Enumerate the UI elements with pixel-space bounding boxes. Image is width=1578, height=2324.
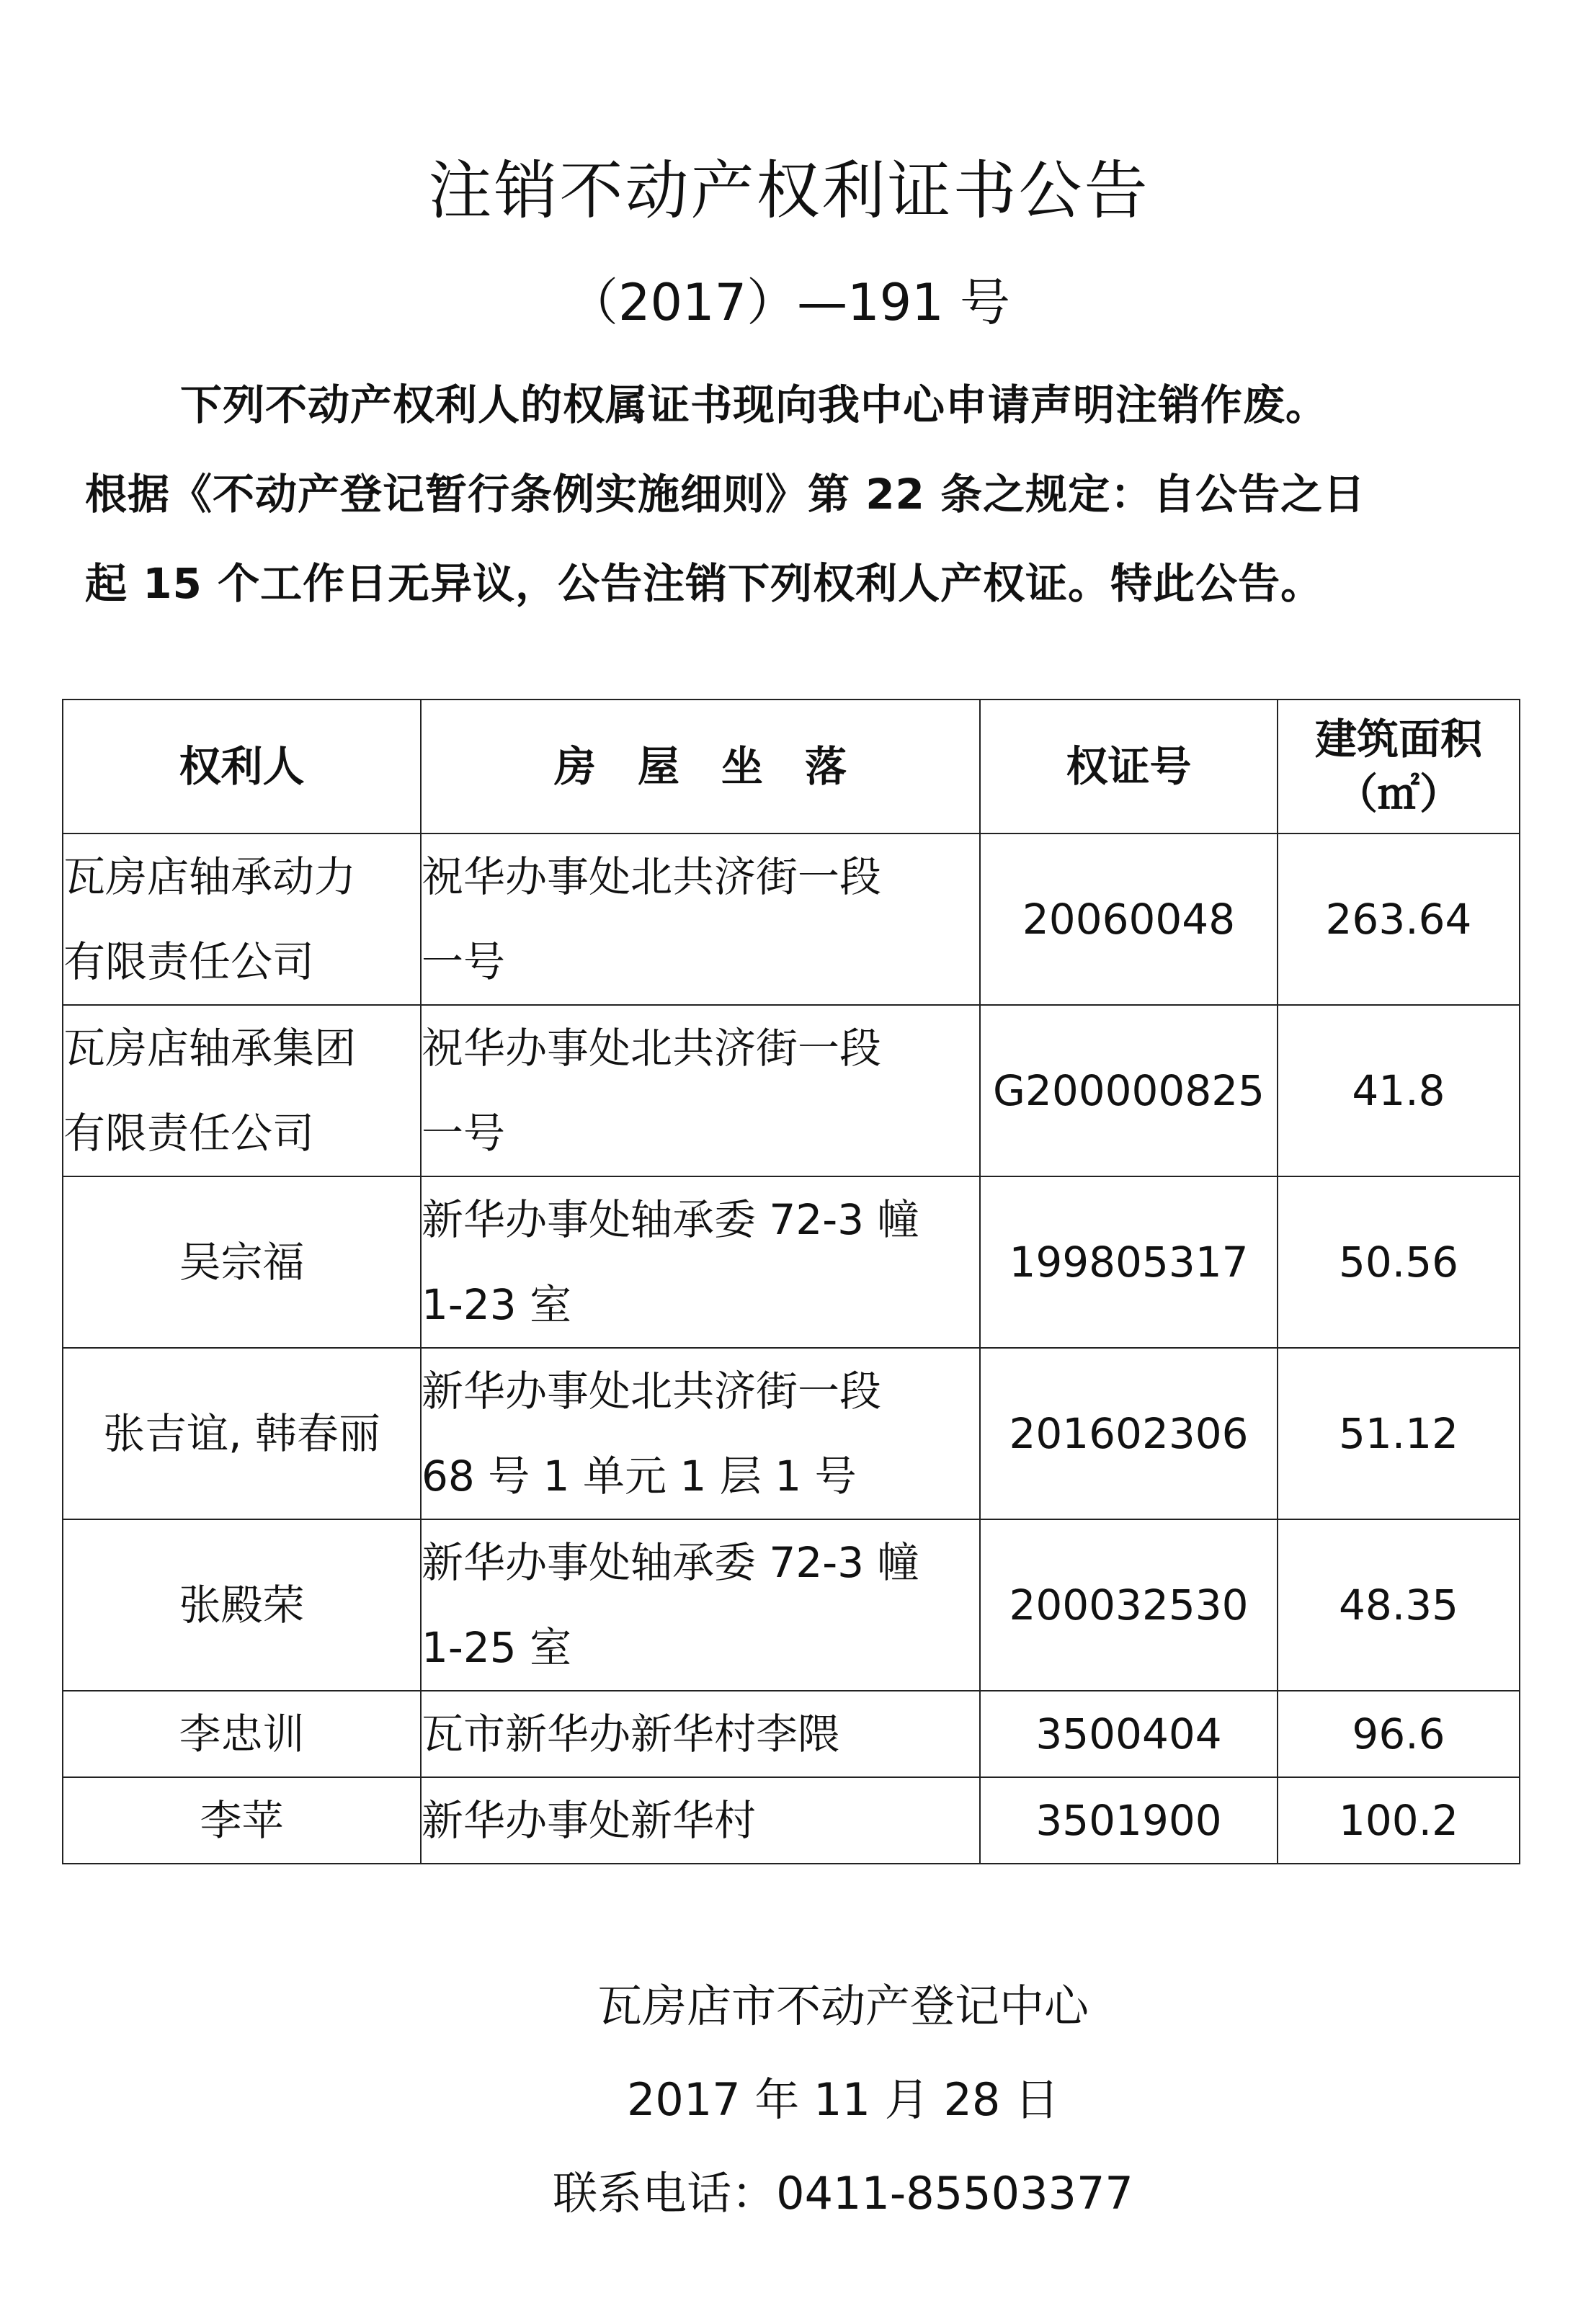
holder-cell: 吴宗福 xyxy=(63,1176,421,1348)
location-line: 1-25 室 xyxy=(422,1623,572,1672)
cert-no-cell: G200000825 xyxy=(980,1005,1278,1176)
holder-cell xyxy=(63,833,421,1005)
location-line: 一号 xyxy=(422,1109,506,1158)
issuer-name: 瓦房店市不动产登记中心 xyxy=(597,1980,1089,2032)
contact-phone: 联系电话：0411-85503377 xyxy=(553,2167,1133,2220)
holder-cell xyxy=(63,1005,421,1176)
header-area-line1: 建筑面积 xyxy=(1314,715,1482,764)
location-line: 新华办事处轴承委 72-3 幢 xyxy=(422,1538,919,1587)
notice-title: 注销不动产权利证书公告 xyxy=(428,153,1150,228)
paragraph-line-2: 根据《不动产登记暂行条例实施细则》第 22 条之规定：自公告之日 xyxy=(85,470,1366,519)
location-cell xyxy=(421,1519,980,1691)
document-number: （2017）—191 号 xyxy=(567,273,1010,332)
location-cell xyxy=(421,833,980,1005)
area-cell: 263.64 xyxy=(1278,833,1520,1005)
notice-paragraph xyxy=(85,360,1512,628)
holder-line: 瓦房店轴承集团 xyxy=(63,1024,357,1073)
cert-no-cell: 3500404 xyxy=(980,1691,1278,1777)
cert-no-cell: 3501900 xyxy=(980,1777,1278,1864)
area-cell: 48.35 xyxy=(1278,1519,1520,1691)
location-line: 68 号 1 单元 1 层 1 号 xyxy=(422,1452,857,1501)
area-cell: 96.6 xyxy=(1278,1691,1520,1777)
paragraph-line-3: 起 15 个工作日无异议，公告注销下列权利人产权证。特此公告。 xyxy=(85,559,1324,608)
location-cell: 瓦市新华办新华村李隈 xyxy=(421,1691,980,1777)
cert-no-cell: 199805317 xyxy=(980,1176,1278,1348)
table-row xyxy=(63,1005,1520,1176)
holder-cell: 李苹 xyxy=(63,1777,421,1864)
table-row xyxy=(63,833,1520,1005)
table-row xyxy=(63,1777,1520,1864)
location-cell: 新华办事处新华村 xyxy=(421,1777,980,1864)
area-cell: 100.2 xyxy=(1278,1777,1520,1864)
area-cell: 50.56 xyxy=(1278,1176,1520,1348)
location-line: 新华办事处轴承委 72-3 幢 xyxy=(422,1195,919,1244)
area-cell: 41.8 xyxy=(1278,1005,1520,1176)
header-holder: 权利人 xyxy=(63,700,421,833)
header-area xyxy=(1278,700,1520,833)
header-cert-no: 权证号 xyxy=(980,700,1278,833)
holder-line: 有限责任公司 xyxy=(63,1109,315,1158)
holder-cell: 李忠训 xyxy=(63,1691,421,1777)
location-cell xyxy=(421,1176,980,1348)
header-location: 房 屋 坐 落 xyxy=(421,700,980,833)
table-row xyxy=(63,1348,1520,1519)
holder-cell: 张殿荣 xyxy=(63,1519,421,1691)
location-line: 祝华办事处北共济街一段 xyxy=(422,852,882,901)
table-row xyxy=(63,1691,1520,1777)
header-area-line2: （㎡） xyxy=(1335,769,1461,818)
table-header-row xyxy=(63,700,1520,833)
location-line: 一号 xyxy=(422,937,506,986)
cert-no-cell: 200032530 xyxy=(980,1519,1278,1691)
paragraph-line-1: 下列不动产权利人的权属证书现向我中心申请声明注销作废。 xyxy=(180,380,1329,429)
table-row xyxy=(63,1519,1520,1691)
location-line: 新华办事处北共济街一段 xyxy=(422,1367,882,1416)
location-cell xyxy=(421,1348,980,1519)
table-row xyxy=(63,1176,1520,1348)
holder-line: 有限责任公司 xyxy=(63,937,315,986)
area-cell: 51.12 xyxy=(1278,1348,1520,1519)
cert-no-cell: 20060048 xyxy=(980,833,1278,1005)
holder-line: 瓦房店轴承动力 xyxy=(63,852,357,901)
cert-no-cell: 201602306 xyxy=(980,1348,1278,1519)
holder-cell: 张吉谊, 韩春丽 xyxy=(63,1348,421,1519)
location-line: 1-23 室 xyxy=(422,1280,572,1329)
location-cell xyxy=(421,1005,980,1176)
cancellation-table xyxy=(62,699,1520,1864)
location-line: 祝华办事处北共济街一段 xyxy=(422,1024,882,1073)
issue-date: 2017 年 11 月 28 日 xyxy=(626,2073,1060,2126)
